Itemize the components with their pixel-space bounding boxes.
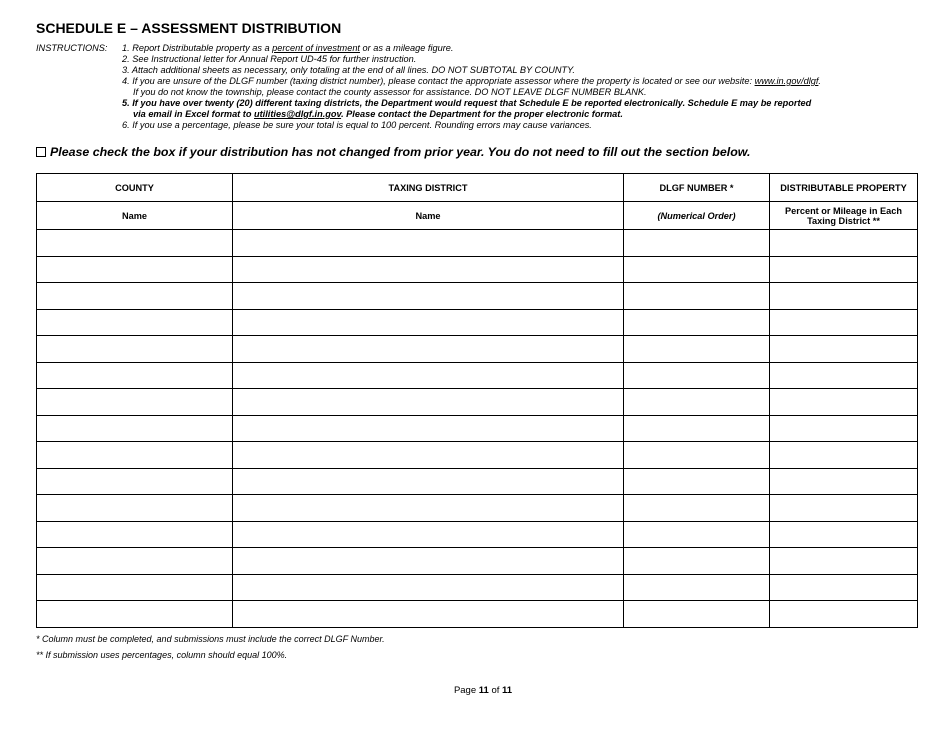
footnote-1: * Column must be completed, and submissions must include the correct DLGF Number. [36, 634, 385, 644]
distributable-property-cell[interactable] [770, 362, 918, 389]
taxing-district-cell[interactable] [233, 495, 624, 522]
instruction-text: or as a mileage figure. [359, 43, 454, 53]
distributable-property-cell[interactable] [770, 415, 918, 442]
instruction-5: 5. If you have over twenty (20) different taxing districts, the Department would request that Schedule E be reported electronically. Schedule E may be reported [122, 98, 812, 108]
instruction-emphasis: percent of investment [272, 43, 360, 53]
taxing-district-cell[interactable] [233, 362, 624, 389]
instructions-list [122, 43, 882, 131]
dlgf-number-cell[interactable] [624, 601, 770, 628]
instruction-text: . Please contact the Department for the proper electronic format. [341, 109, 623, 119]
subheader-district-name: Name [233, 202, 624, 230]
county-name-cell[interactable] [37, 468, 233, 495]
table-row [37, 495, 918, 522]
instruction-text: 1. Report Distributable property as a [122, 43, 273, 53]
county-name-cell[interactable] [37, 389, 233, 416]
instruction-text: . [818, 76, 821, 86]
taxing-district-cell[interactable] [233, 309, 624, 336]
dlgf-number-cell[interactable] [624, 521, 770, 548]
table-row [37, 601, 918, 628]
page-total: 11 [502, 685, 513, 696]
table-header-row [37, 174, 918, 202]
distributable-property-cell[interactable] [770, 548, 918, 575]
instruction-3: 3. Attach additional sheets as necessary, only totaling at the end of all lines. DO NOT SUBTOTAL BY COUNTY. [122, 65, 575, 75]
county-name-cell[interactable] [37, 415, 233, 442]
distribution-table [36, 173, 918, 628]
dlgf-number-cell[interactable] [624, 574, 770, 601]
taxing-district-cell[interactable] [233, 283, 624, 310]
distributable-property-cell[interactable] [770, 574, 918, 601]
taxing-district-cell[interactable] [233, 521, 624, 548]
taxing-district-cell[interactable] [233, 256, 624, 283]
county-name-cell[interactable] [37, 574, 233, 601]
taxing-district-cell[interactable] [233, 574, 624, 601]
table-row [37, 442, 918, 469]
instruction-text: 4. If you are unsure of the DLGF number (taxing district number), please contact the appropriate assessor where the property is located or see our website: [122, 76, 755, 86]
dlgf-number-cell[interactable] [624, 415, 770, 442]
header-county: COUNTY [37, 174, 233, 202]
footnote-2: ** If submission uses percentages, column should equal 100%. [36, 650, 288, 660]
table-row [37, 415, 918, 442]
distributable-property-cell[interactable] [770, 309, 918, 336]
distributable-property-cell[interactable] [770, 336, 918, 363]
page-current: 11 [478, 685, 489, 696]
taxing-district-cell[interactable] [233, 601, 624, 628]
header-dlgf-number: DLGF NUMBER * [624, 174, 770, 202]
no-change-checkbox-label: Please check the box if your distribution has not changed from prior year. You do not need to fill out the section below. [50, 145, 751, 159]
subheader-county-name: Name [37, 202, 233, 230]
taxing-district-cell[interactable] [233, 415, 624, 442]
taxing-district-cell[interactable] [233, 468, 624, 495]
page-sep: of [488, 685, 503, 696]
taxing-district-cell[interactable] [233, 442, 624, 469]
instruction-4 [122, 76, 882, 87]
distributable-property-cell[interactable] [770, 601, 918, 628]
county-name-cell[interactable] [37, 362, 233, 389]
email-link[interactable]: utilities@dlgf.in.gov [254, 109, 342, 119]
instruction-6: 6. If you use a percentage, please be sure your total is equal to 100 percent. Rounding errors may cause variances. [122, 120, 592, 130]
county-name-cell[interactable] [37, 601, 233, 628]
county-name-cell[interactable] [37, 521, 233, 548]
header-distributable-property: DISTRIBUTABLE PROPERTY [770, 174, 918, 202]
table-row [37, 389, 918, 416]
county-name-cell[interactable] [37, 230, 233, 257]
table-subheader-row [37, 202, 918, 230]
distributable-property-cell[interactable] [770, 495, 918, 522]
table-row [37, 309, 918, 336]
taxing-district-cell[interactable] [233, 336, 624, 363]
county-name-cell[interactable] [37, 336, 233, 363]
taxing-district-cell[interactable] [233, 230, 624, 257]
dlgf-number-cell[interactable] [624, 548, 770, 575]
instruction-5-continued [122, 109, 882, 120]
distributable-property-cell[interactable] [770, 521, 918, 548]
table-row [37, 230, 918, 257]
table-row [37, 336, 918, 363]
dlgf-number-cell[interactable] [624, 362, 770, 389]
dlgf-number-cell[interactable] [624, 309, 770, 336]
county-name-cell[interactable] [37, 548, 233, 575]
county-name-cell[interactable] [37, 442, 233, 469]
dlgf-number-cell[interactable] [624, 283, 770, 310]
page-title: SCHEDULE E – ASSESSMENT DISTRIBUTION [36, 20, 342, 36]
county-name-cell[interactable] [37, 495, 233, 522]
subheader-numerical-order: (Numerical Order) [624, 202, 770, 230]
table-row [37, 521, 918, 548]
distributable-property-cell[interactable] [770, 442, 918, 469]
instruction-text: via email in Excel format to [133, 109, 255, 119]
table-row [37, 256, 918, 283]
distributable-property-cell[interactable] [770, 230, 918, 257]
dlgf-number-cell[interactable] [624, 230, 770, 257]
dlgf-number-cell[interactable] [624, 256, 770, 283]
instruction-4-continued: If you do not know the township, please contact the county assessor for assistance. DO NOT LEAVE DLGF NUMBER BLANK. [133, 87, 647, 97]
dlgf-number-cell[interactable] [624, 442, 770, 469]
taxing-district-cell[interactable] [233, 389, 624, 416]
dlgf-number-cell[interactable] [624, 495, 770, 522]
table-row [37, 283, 918, 310]
website-link[interactable]: www.in.gov/dlgf [754, 76, 819, 86]
taxing-district-cell[interactable] [233, 548, 624, 575]
no-change-checkbox[interactable] [36, 147, 46, 157]
table-row [37, 362, 918, 389]
instruction-2: 2. See Instructional letter for Annual Report UD-45 for further instruction. [122, 54, 417, 64]
table-row [37, 468, 918, 495]
county-name-cell[interactable] [37, 283, 233, 310]
dlgf-number-cell[interactable] [624, 468, 770, 495]
distributable-property-cell[interactable] [770, 468, 918, 495]
distributable-property-cell[interactable] [770, 256, 918, 283]
no-change-checkbox-row [36, 145, 750, 159]
table-row [37, 574, 918, 601]
dlgf-number-cell[interactable] [624, 389, 770, 416]
header-taxing-district: TAXING DISTRICT [233, 174, 624, 202]
page-prefix: Page [453, 685, 479, 696]
dlgf-number-cell[interactable] [624, 336, 770, 363]
distributable-property-cell[interactable] [770, 389, 918, 416]
distributable-property-cell[interactable] [770, 283, 918, 310]
page-number [0, 685, 950, 696]
table-row [37, 548, 918, 575]
county-name-cell[interactable] [37, 256, 233, 283]
instruction-1 [122, 43, 882, 54]
county-name-cell[interactable] [37, 309, 233, 336]
instructions-label: INSTRUCTIONS: [36, 43, 108, 53]
subheader-percent-mileage: Percent or Mileage in Each Taxing District ** [770, 202, 918, 230]
